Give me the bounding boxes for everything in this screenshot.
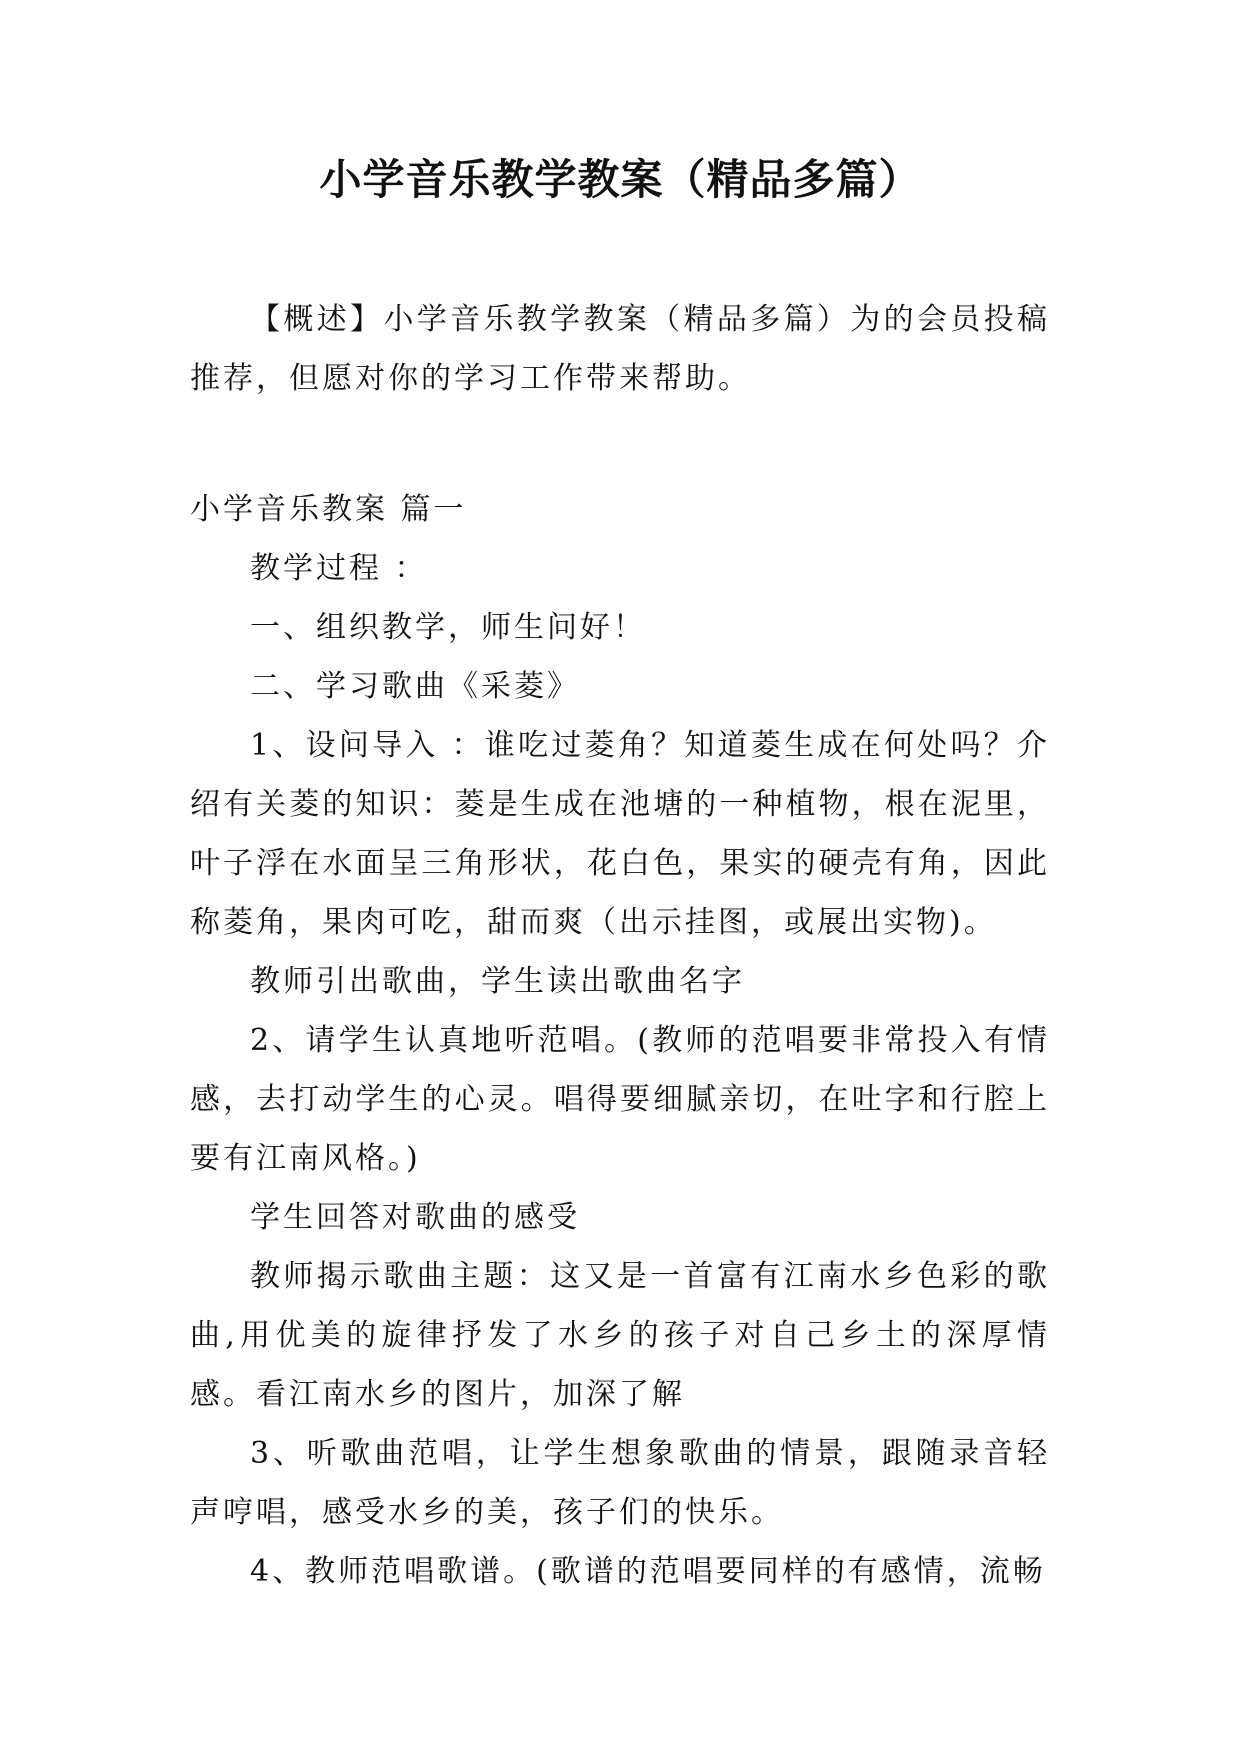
body-paragraph: 二、学习歌曲《采菱》 xyxy=(250,669,580,704)
section-heading: 小学音乐教案 篇一 xyxy=(190,492,467,527)
body-paragraph: 4、教师范唱歌谱。(歌谱的范唱要同样的有感情，流畅 xyxy=(250,1554,1046,1589)
body-paragraph: 3、听歌曲范唱，让学生想象歌曲的情景，跟随录音轻声哼唱，感受水乡的美，孩子们的快乐。 xyxy=(190,1436,1050,1530)
document-title: 小学音乐教学教案（精品多篇） xyxy=(319,155,922,204)
body-paragraph: 学生回答对歌曲的感受 xyxy=(250,1200,580,1235)
body-paragraph: 教学过程 ： xyxy=(250,551,428,586)
body-paragraph: 1、设问导入 ：谁吃过菱角？知道菱生成在何处吗？介绍有关菱的知识：菱是生成在池塘的一种植物，根在泥里，叶子浮在水面呈三角形状，花白色，果实的硬壳有角，因此称菱角，果肉可吃，甜而爽（出示挂图，或展出实物)。 xyxy=(190,728,1050,940)
summary-paragraph: 【概述】小学音乐教学教案（精品多篇）为的会员投稿推荐，但愿对你的学习工作带来帮助。 xyxy=(190,302,1050,396)
body-paragraph: 2、请学生认真地听范唱。(教师的范唱要非常投入有情感，去打动学生的心灵。唱得要细腻亲切，在吐字和行腔上要有江南风格。) xyxy=(190,1023,1050,1176)
body-paragraph: 教师揭示歌曲主题：这又是一首富有江南水乡色彩的歌曲,用优美的旋律抒发了水乡的孩子对自己乡土的深厚情感。看江南水乡的图片，加深了解 xyxy=(190,1259,1050,1412)
body-paragraph: 教师引出歌曲，学生读出歌曲名字 xyxy=(250,964,745,999)
body-paragraph: 一、组织教学，师生问好！ xyxy=(250,610,646,645)
document-body xyxy=(190,290,1050,1601)
